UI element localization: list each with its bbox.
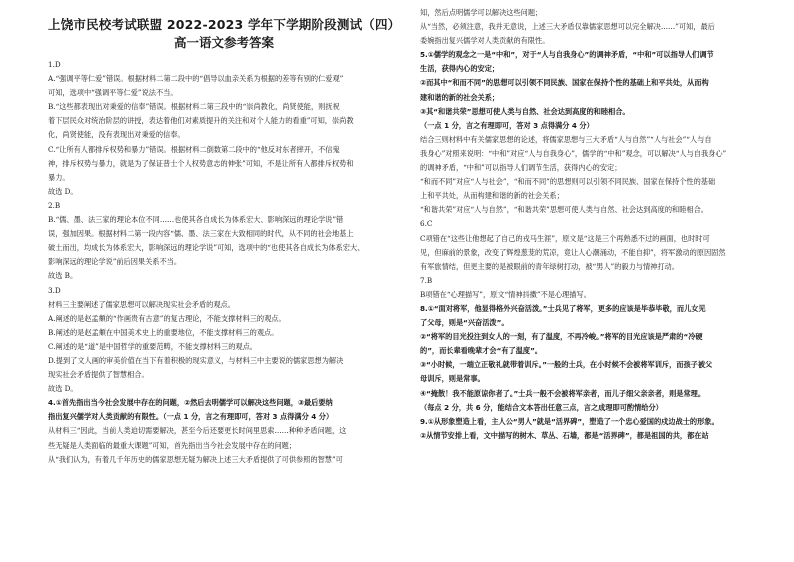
text-line: 从“当然，必须注意，我并无意说，上述三大矛盾仅靠儒家思想可以完全解决……”可知，最后: [420, 22, 715, 32]
text-line: 暴力。: [48, 172, 70, 182]
text-line: 8.①“面对将军，他显得格外兴奋活泼。”士兵见了将军，更多的应该是毕恭毕敬，而儿女见: [420, 303, 706, 313]
text-line: 上和平共处，从而构建和谐的新的社会关系；: [420, 191, 564, 201]
document-subtitle: 高一语文参考答案: [173, 35, 274, 50]
text-line: ②从情节安排上看，文中描写的树木、草丛、石墙，都是“活界碑”，都是祖国的共，都在站: [420, 430, 709, 440]
text-line: 神，排斥权势与暴力，就是为了保证普士个人权势意志的伸张”可知，不是让所有人都排斥权势和: [48, 158, 354, 168]
text-line: 见，但麻前的景象，改变了辉煌葱茏的荒凉，竟让人心潮涌动，不能自抑”，将军激动的原因固然: [420, 247, 726, 257]
text-line: （每点 2 分，共 6 分，能结合文本答出任意三点，言之成理即可酌情给分）: [420, 402, 663, 412]
text-line: 化，尚贤使能，没有表现出对秉爱的信奉。: [48, 130, 185, 140]
text-line: 些无疑是人类面临的最重大课题”可知，首先指出当今社会发展中存在的问题；: [48, 440, 297, 450]
text-line: D.提到了文人画的审美价值在当下有着积极的现实意义，与材料三中主要说的儒家思想为解决: [48, 355, 344, 365]
text-line: 的调神矛盾，“中和”可以指导人们调节生活，获得内心的安定；: [420, 163, 622, 173]
text-line: 知，然后点明儒学可以解决这些问题；: [420, 8, 543, 17]
text-line: 破土而出，均成长为体系宏大，影响深远的理论学说”可知，选项中的“也使其各自成长为体系宏大、: [48, 243, 365, 253]
text-line: 5.①儒学的观念之一是“中和”，对于“人与自我身心”的调神矛盾，“中和”可以指导人们调节: [420, 50, 714, 60]
text-line: 的”，而长辈看晚辈才会“有了温度”。: [420, 346, 542, 356]
text-line: 我身心”对照来说明：“中和”对应“人与自我身心”，儒学的“中和”观念，可以解决“人与自我身心”: [420, 148, 727, 158]
text-line: 误，强加因果。根据材料二第一段内容“儒、墨、法三家在大致相同的时代，从不同的社会地基上: [48, 229, 354, 239]
text-line: 影响深远的理论学说”前后因果关系不当。: [48, 257, 182, 267]
text-line: 3.D: [48, 285, 61, 295]
text-line: 9.①从形象塑造上看，主人公“男人”就是“活界碑”，塑造了一个忠心爱国的戍边战士的形象。: [420, 416, 719, 426]
text-line: 可知，选项中“强调平等仁爱”说法不当。: [48, 88, 178, 98]
right-column-body: [420, 6, 772, 443]
text-line: A.“强调平等仁爱”错误。根据材料二第二段中的“倡导以血亲关系为根据的差等有别的仁爱观”: [48, 74, 344, 84]
text-line: 故选 D。: [48, 186, 78, 196]
text-line: 从材料三“因此，当前人类迫切需要解决，甚至今后还要更长时间里思索……种种矛盾问题，这: [48, 426, 347, 436]
text-line: C项错在“这些让他想起了自己的戎马生涯”，原文是“这是三个再熟悉不过的画面，也时时可: [420, 233, 710, 243]
text-line: 现实社会矛盾提供了智慧相合。: [48, 370, 149, 380]
text-line: 4.①首先指出当今社会发展中存在的问题，②然后去明儒学可以解决这些问题，③最后要纳: [48, 398, 333, 408]
text-line: ②“将军的目光投注到女人的一刻，有了温度，不再冷峻。”将军的目光应该是严肃的“冷硬: [420, 332, 703, 342]
text-line: 建和谐的新的社会关系；: [420, 92, 500, 102]
left-column: [48, 6, 400, 467]
text-line: C.阐述的是“道”是中国哲学的重要范畴，不能支撑材料三的观点。: [48, 341, 257, 351]
text-line: B项错在“心理描写”，原文“情神抖擞”不是心理描写。: [420, 289, 591, 299]
text-line: B.“这些都表现出对秉爱的信奉”错误。根据材料二第三段中的“崇尚教化，尚贤使能，则抚祝: [48, 102, 340, 112]
left-column-body: [48, 58, 400, 467]
text-line: 了父母，则是“兴奋活泼”。: [420, 318, 509, 328]
text-line: 结合三则材料中有关儒家思想的论述，将儒家思想与三大矛盾“人与自然”“人与社会”“人与自: [420, 134, 712, 144]
text-line: C.“让所有人都排斥权势和暴力”错误。根据材料二倒数第二段中的“他反对东者摔开，不信鬼: [48, 144, 340, 154]
text-line: 7.B: [420, 275, 433, 285]
text-line: 指出复兴儒学对人类贡献的有限性。（一点 1 分，言之有理即可，答对 3 点得满分 4 分）: [48, 412, 334, 422]
document-title: 上饶市民校考试联盟 2022-2023 学年下学期阶段测试（四）: [48, 17, 401, 32]
text-line: 故选 B。: [48, 271, 78, 281]
text-line: “和而不同”对应“人与社会”，“和而不同”的思想则可以引领不同民族、国家在保持个性的基础: [420, 177, 716, 187]
text-line: A.阐述的是赵孟頫的“作画贵有古意”的复古理论，不能支撑材料三的观点。: [48, 313, 286, 323]
text-line: ②而其中“和而不同”的思想可以引领不同民族、国家在保持个性的基础上和平共处，从而构: [420, 78, 709, 88]
text-line: 材料三主要阐述了儒家思想可以解决现实社会矛盾的观点。: [48, 299, 235, 309]
right-column: [420, 6, 772, 443]
text-line: （一点 1 分，言之有理即可，答对 3 点得满分 4 分）: [420, 120, 594, 130]
text-line: 从“我们认为，有着几千年历史的儒家思想无疑为解决上述三大矛盾提供了可供参照的智慧”可: [48, 454, 343, 464]
text-line: 委婉指出复兴儒学对人类贡献的有限性。: [420, 36, 550, 46]
text-line: B.阐述的是赵孟頫在中国美术史上的重要地位，不能支撑材料三的观点。: [48, 327, 279, 337]
text-line: 着下层民众对统治阶层的讲授，表达着他们对素质提升的关注和对个人能力的看重”可知，崇尚教: [48, 116, 354, 126]
text-line: B.“儒、墨、法三家的理论本位不同……也使其各自成长为体系宏大、影响深远的理论学说”错: [48, 215, 344, 225]
text-line: ③其“和谐共荣”思想可使人类与自然、社会达到高度的和睦相合。: [420, 106, 630, 116]
text-line: 1.D: [48, 60, 61, 69]
text-line: “和谐共荣”对应“人与自然”，“和谐共荣”思想可使人类与自然、社会达到高度的和睦相合。: [420, 205, 708, 215]
text-line: ③“小时候，一端立正敬礼就带着训斥。”一般的士兵，在小时候不会被将军训斥，而孩子被父: [420, 360, 713, 370]
text-line: 母训斥，则是常事。: [420, 374, 485, 384]
text-line: ④“掩散！我不能原谅你者了。”士兵一般不会被将军亲者，而儿子细父亲亲者，则是常理。: [420, 388, 706, 398]
text-line: 2.B: [48, 200, 61, 210]
text-line: 6.C: [420, 219, 433, 229]
text-line: 故选 D。: [48, 384, 78, 394]
text-line: 生活，获得内心的安定；: [420, 64, 500, 74]
text-line: 有军旅情结，但更主要的是被眼前的青年绿树打动，被“男人”的毅力与情神打动。: [420, 261, 679, 271]
